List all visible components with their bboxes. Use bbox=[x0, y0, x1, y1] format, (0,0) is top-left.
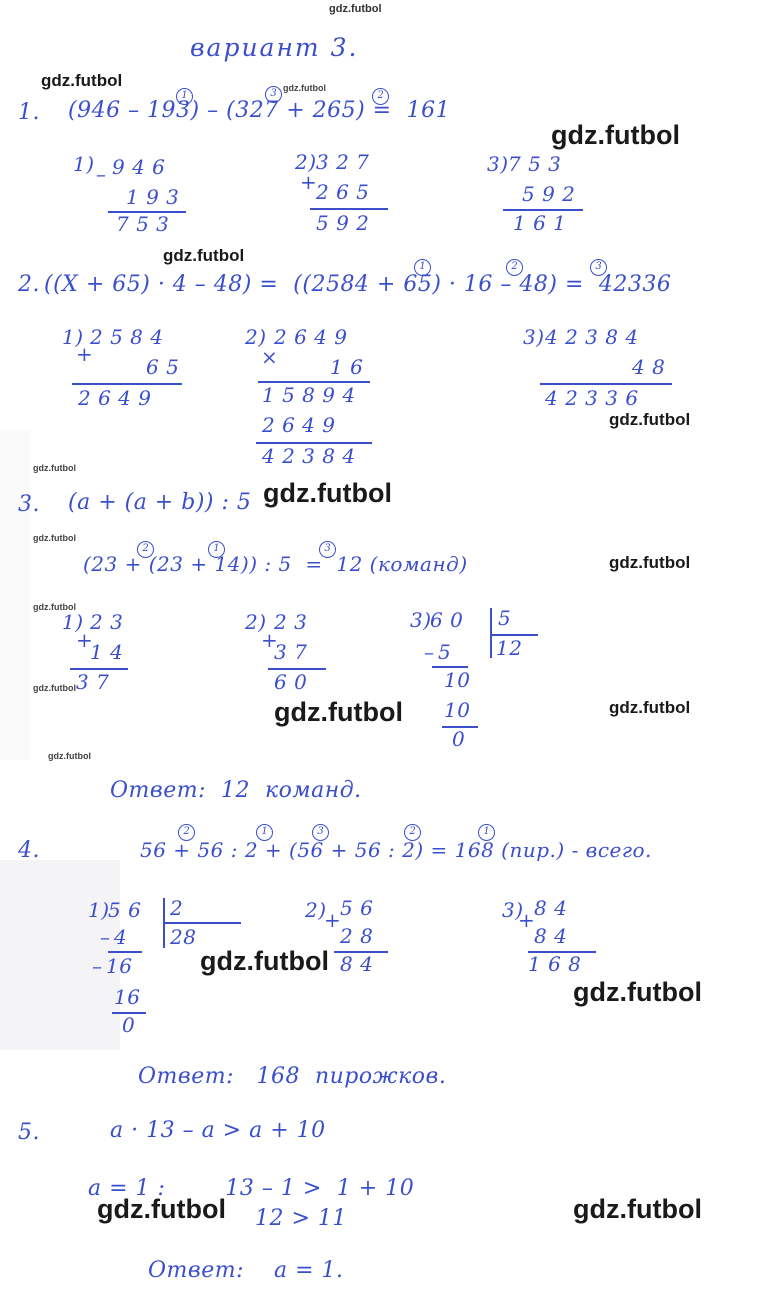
task-2-number: 2. bbox=[18, 272, 40, 297]
task-3-col-3-label: 3) bbox=[410, 608, 432, 632]
task-2-col-1-result: 2 6 4 9 bbox=[78, 386, 152, 410]
task-1-number: 1. bbox=[18, 100, 40, 125]
step-mark: 2 bbox=[178, 824, 195, 841]
task-3-col-1-sign: + bbox=[76, 628, 94, 652]
step-mark: 1 bbox=[256, 824, 273, 841]
task-1-col-2-label: 2) bbox=[295, 150, 317, 174]
task-3-number: 3. bbox=[18, 492, 40, 517]
task-3-divisor: 5 bbox=[498, 606, 512, 630]
step-mark: 3 bbox=[312, 824, 329, 841]
task-4-col-2-operand: 5 6 bbox=[340, 896, 374, 920]
task-3-col-2-result: 6 0 bbox=[274, 670, 308, 694]
task-4-col-3-operand: 8 4 bbox=[534, 896, 568, 920]
task-2-col-3-operand: 4 8 bbox=[632, 355, 666, 379]
step-mark: 1 bbox=[208, 541, 225, 558]
task-3-col-2-sign: + bbox=[261, 628, 279, 652]
step-mark: 3 bbox=[590, 259, 607, 276]
step-mark: 2 bbox=[372, 88, 389, 105]
task-3-col-2-operand: 3 7 bbox=[274, 640, 308, 664]
step-mark: 3 bbox=[319, 541, 336, 558]
task-3-col-1-label: 1) bbox=[62, 610, 84, 634]
watermark: gdz.futbol bbox=[283, 83, 326, 93]
task-4-division-step: 0 bbox=[122, 1013, 136, 1037]
sum-rule bbox=[72, 383, 182, 385]
task-4-col-3-label: 3) bbox=[502, 898, 524, 922]
watermark: gdz.futbol bbox=[609, 553, 691, 572]
task-4-division-step: 4 bbox=[114, 925, 128, 949]
watermark: gdz.futbol bbox=[33, 533, 76, 543]
task-2-col-1-label: 1) bbox=[62, 325, 84, 349]
task-1-col-1-sign: – bbox=[96, 162, 107, 186]
step-mark: 2 bbox=[404, 824, 421, 841]
watermark: gdz.futbol bbox=[263, 478, 392, 508]
task-4-col-2-label: 2) bbox=[305, 898, 327, 922]
task-3-division-step: 5 bbox=[438, 640, 452, 664]
task-1-col-1-label: 1) bbox=[73, 152, 95, 176]
task-3-division-step: 0 bbox=[452, 727, 466, 751]
watermark: gdz.futbol bbox=[329, 3, 382, 15]
task-4-col-2-result: 8 4 bbox=[340, 952, 374, 976]
task-5-line: a = 1 : 13 – 1 > 1 + 10 bbox=[88, 1176, 415, 1201]
task-1-col-3-result: 1 6 1 bbox=[513, 211, 567, 235]
watermark: gdz.futbol bbox=[609, 698, 691, 717]
task-4-divisor: 2 bbox=[170, 896, 184, 920]
task-1-col-2-operand: 3 2 7 bbox=[316, 150, 370, 174]
watermark: gdz.futbol bbox=[33, 683, 76, 693]
division-minus: – bbox=[424, 640, 435, 664]
task-4-col-3-result: 1 6 8 bbox=[528, 952, 582, 976]
task-2-col-3-label: 3) bbox=[523, 325, 545, 349]
task-3-col-1-operand: 1 4 bbox=[90, 640, 124, 664]
task-3-division-step: 10 bbox=[444, 698, 471, 722]
task-2-col-3-operand: 4 2 3 8 4 bbox=[545, 325, 639, 349]
watermark: gdz.futbol bbox=[33, 602, 76, 612]
task-3-division-step: 10 bbox=[444, 668, 471, 692]
division-bar bbox=[490, 608, 492, 658]
task-2-expression: ((X + 65) · 4 – 48) = ((2584 + 65) · 16 – 48) = 42336 bbox=[44, 272, 672, 297]
task-2-col-1-operand: 6 5 bbox=[146, 355, 180, 379]
task-3-col-2-operand: 2 3 bbox=[274, 610, 308, 634]
task-1-col-3-operand: 5 9 2 bbox=[522, 182, 576, 206]
task-3-answer: Ответ: 12 команд. bbox=[110, 778, 362, 803]
task-4-expression: 56 + 56 : 2 + (56 + 56 : 2) = 168 (пир.) - всего. bbox=[140, 838, 652, 862]
task-2-col-2-sign: × bbox=[261, 345, 279, 369]
watermark: gdz.futbol bbox=[573, 977, 702, 1007]
task-3-col-2-label: 2) bbox=[245, 610, 267, 634]
task-4-col-2-sign: + bbox=[324, 908, 342, 932]
task-1-col-3-operand: 7 5 3 bbox=[508, 152, 562, 176]
task-1-col-1-result: 7 5 3 bbox=[116, 212, 170, 236]
watermark: gdz.futbol bbox=[609, 410, 691, 429]
task-3-col-1-operand: 2 3 bbox=[90, 610, 124, 634]
task-2-col-1-sign: + bbox=[76, 342, 94, 366]
watermark: gdz.futbol bbox=[163, 246, 245, 265]
task-4-col-2-operand: 2 8 bbox=[340, 924, 374, 948]
watermark: gdz.futbol bbox=[274, 697, 403, 727]
step-mark: 3 bbox=[265, 86, 282, 103]
task-3-quotient: 12 bbox=[496, 636, 523, 660]
task-3-dividend: 6 0 bbox=[430, 608, 464, 632]
task-1-col-3-label: 3) bbox=[487, 152, 509, 176]
task-3-col-1-result: 3 7 bbox=[76, 670, 110, 694]
division-rule bbox=[108, 951, 142, 953]
step-mark: 1 bbox=[176, 88, 193, 105]
watermark: gdz.futbol bbox=[551, 120, 680, 150]
task-1-col-2-result: 5 9 2 bbox=[316, 211, 370, 235]
watermark: gdz.futbol bbox=[200, 946, 329, 976]
task-4-col-3-operand: 8 4 bbox=[534, 924, 568, 948]
task-4-answer: Ответ: 168 пирожков. bbox=[138, 1064, 447, 1089]
task-4-col-3-sign: + bbox=[518, 908, 536, 932]
task-5-number: 5. bbox=[18, 1120, 40, 1145]
watermark: gdz.futbol bbox=[48, 751, 91, 761]
task-2-col-1-operand: 2 5 8 4 bbox=[90, 325, 164, 349]
watermark: gdz.futbol bbox=[97, 1194, 226, 1224]
task-4-col-1-label: 1) bbox=[88, 898, 110, 922]
paper-artifact bbox=[0, 430, 30, 760]
sum-rule bbox=[310, 208, 388, 210]
task-1-expression: (946 – 193) – (327 + 265) = 161 bbox=[68, 98, 451, 123]
task-1-col-2-operand: 2 6 5 bbox=[316, 180, 370, 204]
step-mark: 1 bbox=[478, 824, 495, 841]
step-mark: 1 bbox=[414, 259, 431, 276]
task-4-quotient: 28 bbox=[170, 925, 197, 949]
task-1-col-1-operand: 9 4 6 bbox=[112, 155, 166, 179]
watermark: gdz.futbol bbox=[33, 463, 76, 473]
task-4-division-step: 16 bbox=[114, 985, 141, 1009]
task-5-expression: a · 13 – a > a + 10 bbox=[110, 1118, 326, 1143]
task-4-dividend: 5 6 bbox=[108, 898, 142, 922]
task-3-substitution: (23 + (23 + 14)) : 5 = 12 (команд) bbox=[83, 552, 468, 576]
task-1-col-2-sign: + bbox=[300, 170, 318, 194]
task-2-col-3-result: 4 2 3 3 6 bbox=[545, 386, 639, 410]
sum-rule bbox=[540, 383, 672, 385]
watermark: gdz.futbol bbox=[41, 71, 123, 90]
step-mark: 2 bbox=[506, 259, 523, 276]
task-5-line: 12 > 11 bbox=[255, 1206, 347, 1231]
task-4-number: 4. bbox=[18, 838, 40, 863]
task-3-expression: (a + (a + b)) : 5 bbox=[68, 490, 252, 515]
task-2-col-2-label: 2) bbox=[245, 325, 267, 349]
division-minus: – bbox=[92, 954, 103, 978]
task-2-col-2-partial: 1 5 8 9 4 bbox=[262, 383, 356, 407]
division-rule bbox=[163, 922, 241, 924]
task-1-col-1-operand: 1 9 3 bbox=[126, 185, 180, 209]
watermark: gdz.futbol bbox=[573, 1194, 702, 1224]
task-2-col-2-operand: 1 6 bbox=[330, 355, 364, 379]
task-5-answer: Ответ: a = 1. bbox=[148, 1258, 344, 1283]
division-minus: – bbox=[100, 925, 111, 949]
task-2-col-2-operand: 2 6 4 9 bbox=[274, 325, 348, 349]
task-2-col-2-partial: 2 6 4 9 bbox=[262, 413, 336, 437]
page-title: вариант 3. bbox=[190, 33, 359, 62]
task-2-col-2-result: 4 2 3 8 4 bbox=[262, 444, 356, 468]
step-mark: 2 bbox=[137, 541, 154, 558]
task-4-division-step: 16 bbox=[106, 954, 133, 978]
